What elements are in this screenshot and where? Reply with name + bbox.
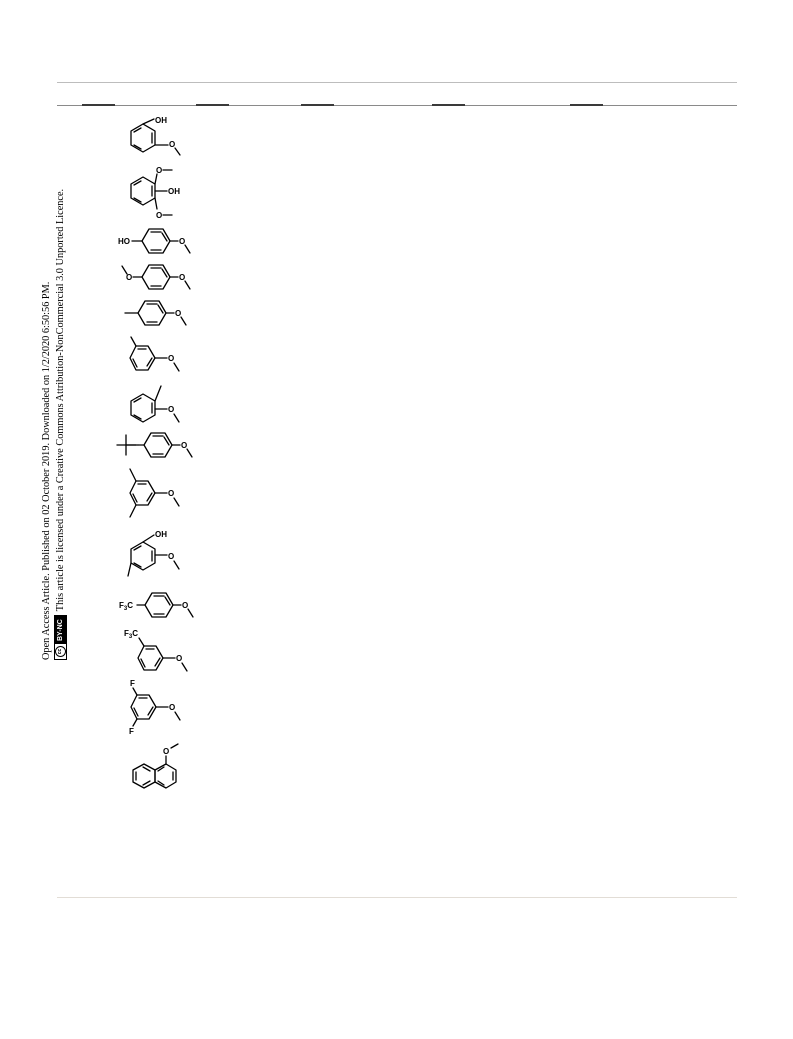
svg-text:O: O xyxy=(163,747,170,756)
license-type: BY-NC xyxy=(55,616,66,644)
svg-text:HO: HO xyxy=(118,237,130,246)
column-header-mark xyxy=(301,104,334,106)
structure-2-methoxy-4-methylphenol xyxy=(128,528,188,583)
svg-text:O: O xyxy=(175,309,182,318)
column-header-mark xyxy=(570,104,603,106)
svg-text:O: O xyxy=(169,140,176,149)
cf3-label: $F_3C$ xyxy=(119,601,134,612)
column-header-mark xyxy=(82,104,115,106)
structure-2,6-dimethoxyphenol xyxy=(130,164,190,224)
open-access-notice xyxy=(40,100,67,660)
structure-4-methoxyphenol xyxy=(118,226,193,261)
svg-text:OH: OH xyxy=(155,530,167,539)
column-header-mark xyxy=(432,104,465,106)
svg-text:O: O xyxy=(126,273,133,282)
cf3-label: $F_3C$ xyxy=(124,629,139,640)
structure-2-methylanisole xyxy=(130,382,185,427)
structure-2-methoxyphenol xyxy=(130,115,190,160)
svg-text:O: O xyxy=(179,273,186,282)
footer-rule xyxy=(57,897,737,898)
svg-text:F: F xyxy=(130,679,135,688)
structure-3-methylanisole xyxy=(130,335,185,375)
header-rule-top xyxy=(57,82,737,83)
svg-text:O: O xyxy=(182,601,189,610)
structure-4-tert-butylanisole xyxy=(116,430,194,464)
svg-text:OH: OH xyxy=(155,116,167,125)
structure-3,5-dimethylanisole xyxy=(125,467,185,522)
cc-icon: cc xyxy=(55,646,66,657)
structure-4-trifluoromethylanisole xyxy=(117,590,195,624)
svg-text:O: O xyxy=(181,441,188,450)
svg-text:O: O xyxy=(169,703,176,712)
structure-1,4-dimethoxybenzene xyxy=(120,262,192,296)
svg-text:O: O xyxy=(168,489,175,498)
structure-4-methylanisole xyxy=(124,298,192,332)
structure-1-methoxynaphthalene xyxy=(130,742,190,794)
column-header-mark xyxy=(196,104,229,106)
svg-text:OH: OH xyxy=(168,187,180,196)
svg-text:O: O xyxy=(168,552,175,561)
table-header-rule xyxy=(57,105,737,106)
svg-text:F: F xyxy=(129,727,134,736)
svg-text:O: O xyxy=(156,166,163,175)
download-notice: Open Access Article. Published on 02 October 2019. Downloaded on 1/2/2020 6:50:56 PM. xyxy=(41,281,52,660)
license-notice: This article is licensed under a Creative Commons Attribution-NonCommercial 3.0 Unported Licence. xyxy=(55,188,66,612)
structure-3,5-difluoroanisole xyxy=(127,678,187,736)
svg-text:O: O xyxy=(168,354,175,363)
structure-3-trifluoromethylanisole xyxy=(124,626,190,676)
svg-text:O: O xyxy=(156,211,163,220)
svg-text:O: O xyxy=(179,237,186,246)
svg-text:O: O xyxy=(168,405,175,414)
svg-text:O: O xyxy=(176,654,183,663)
cc-license-badge[interactable] xyxy=(54,615,67,660)
